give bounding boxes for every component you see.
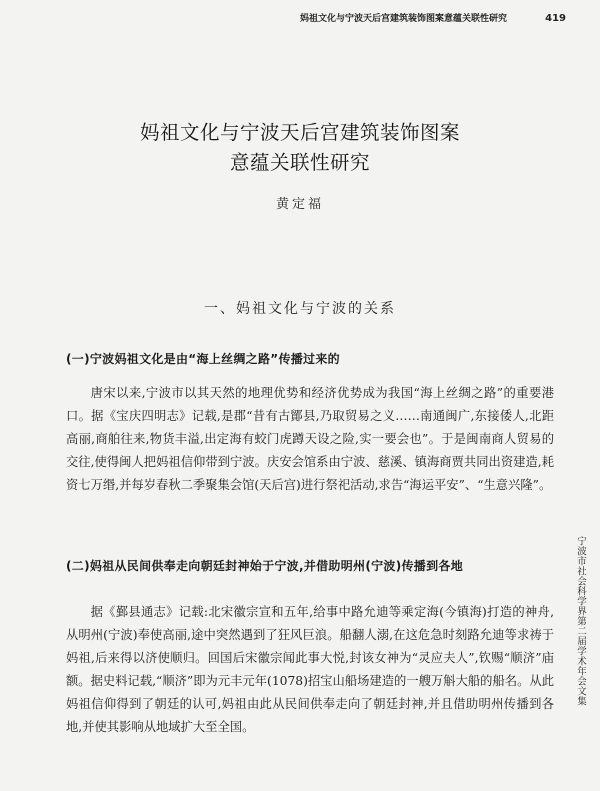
running-head-title: 妈祖文化与宁波天后宫建筑装饰图案意蕴关联性研究: [300, 14, 508, 24]
section-heading: 一、妈祖文化与宁波的关系: [204, 301, 396, 317]
paragraph-1: 唐宋以来,宁波市以其天然的地理优势和经济优势成为我国“海上丝绸之路”的重要港口。据《宝庆四明志》记载,是郡“昔有古鄮县,乃取贸易之义……南通闽广,东接倭人,北距高丽,商舶往来,物货丰溢,出定海有蛟门虎蹲天设之险,实一要会也”。于是闽南商人贸易的交往,使得闽人把妈祖信仰带到宁波。庆安会馆系由宁波、慈溪、镇海商贾共同出资建造,耗资七万缗,并每岁春秋二季聚集会馆(天后宫)进行祭祀活动,求告“海运平安”、“生意兴隆”。: [66, 386, 554, 492]
page-number: 419: [545, 13, 566, 24]
running-head: [300, 11, 566, 24]
article-title-line-1: 妈祖文化与宁波天后宫建筑装饰图案: [139, 121, 460, 144]
article-title-line-2: 意蕴关联性研究: [229, 151, 370, 174]
sidebar-collection-label: 宁波市社会科学界第二届学术年会文集: [575, 536, 586, 706]
article-author: 黄定福: [275, 197, 324, 212]
subsection-heading-1: (一)宁波妈祖文化是由“海上丝绸之路”传播过来的: [66, 352, 340, 366]
paragraph-2: 据《鄞县通志》记载:北宋徽宗宣和五年,给事中路允迪等乘定海(今镇海)打造的神舟,从明州(宁波)奉使高丽,途中突然遇到了狂风巨浪。船翻人溺,在这危急时刻路允迪等求祷于妈祖,后来得以济使顺归。回国后宋徽宗闻此事大悦,封该女神为“灵应夫人”,钦赐“顺济”庙额。据史料记载,“顺济”即为元丰元年(1078)招宝山船场建造的一艘万斛大船的船名。从此妈祖信仰得到了朝廷的认可,妈祖由此从民间供奉走向了朝廷封神,并且借助明州传播到各地,并使其影响从地域扩大至全国。: [66, 605, 554, 734]
subsection-heading-2: (二)妈祖从民间供奉走向朝廷封神始于宁波,并借助明州(宁波)传播到各地: [66, 559, 463, 573]
